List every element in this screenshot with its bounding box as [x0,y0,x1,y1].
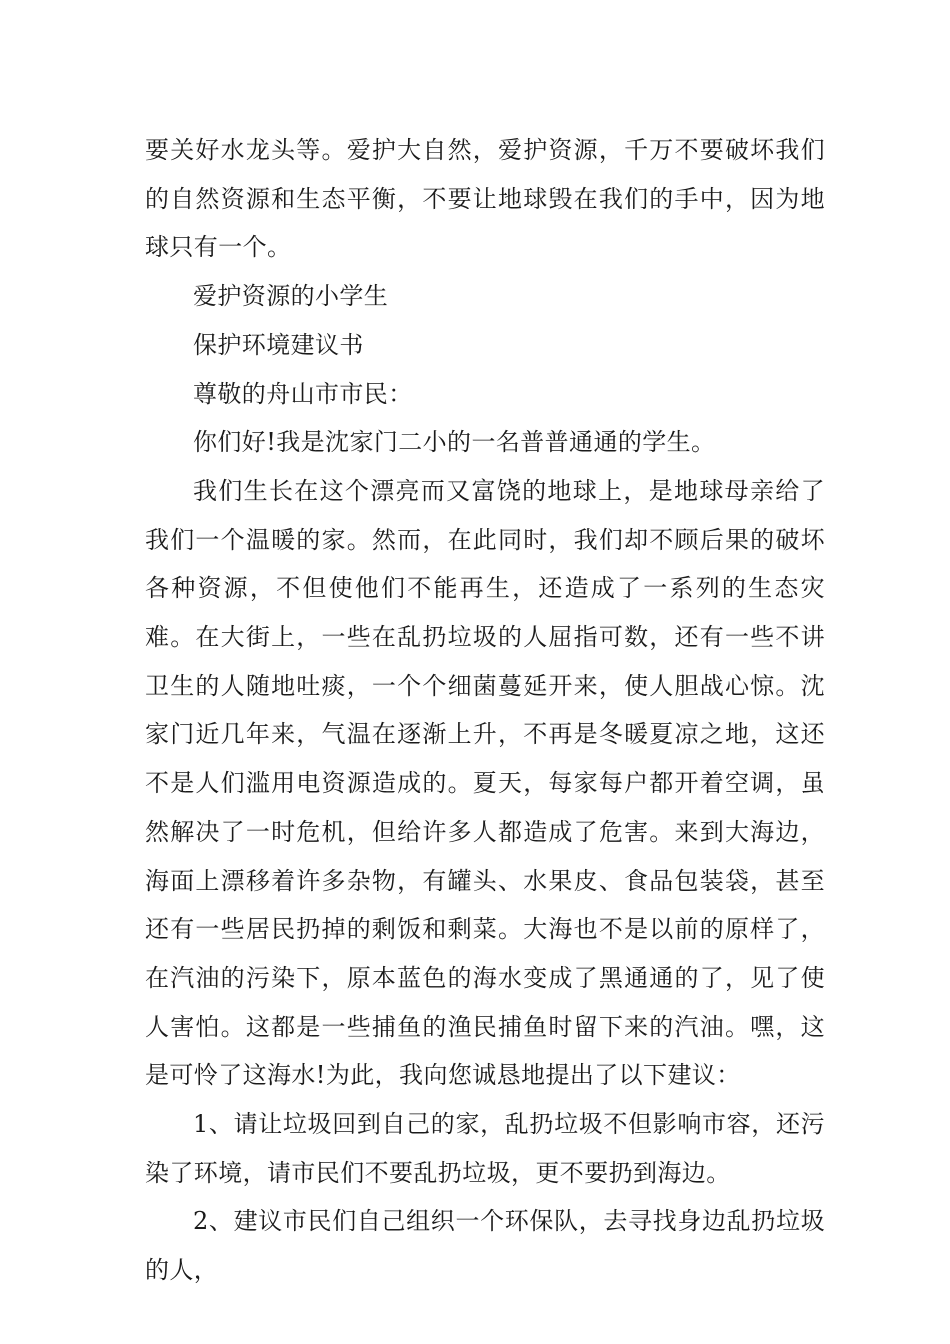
paragraph-body: 我们生长在这个漂亮而又富饶的地球上，是地球母亲给了我们一个温暖的家。然而，在此同时，我们却不顾后果的破坏各种资源，不但使他们不能再生，还造成了一系列的生态灾难。在大街上，一些在乱扔垃圾的人屈指可数，还有一些不讲卫生的人随地吐痰，一个个细菌蔓延开来，使人胆战心惊。沈家门近几年来，气温在逐渐上升，不再是冬暖夏凉之地，这还不是人们滥用电资源造成的。夏天，每家每户都开着空调，虽然解决了一时危机，但给许多人都造成了危害。来到大海边，海面上漂移着许多杂物，有罐头、水果皮、食品包装袋，甚至还有一些居民扔掉的剩饭和剩菜。大海也不是以前的原样了，在汽油的污染下，原本蓝色的海水变成了黑通通的了，见了使人害怕。这都是一些捕鱼的渔民捕鱼时留下来的汽油。嘿，这是可怜了这海水!为此，我向您诚恳地提出了以下建议： [145,476,825,1090]
paragraph-signature: 爱护资源的小学生 [193,282,389,311]
document-body [145,126,825,1295]
paragraph-salutation: 尊敬的舟山市市民： [193,379,413,408]
paragraph-greeting: 你们好!我是沈家门二小的一名普普通通的学生。 [193,428,716,457]
paragraph-suggestion-2: 2、建议市民们自己组织一个环保队，去寻找身边乱扔垃圾的人， [145,1207,825,1285]
paragraph-suggestion-1: 1、请让垃圾回到自己的家，乱扔垃圾不但影响市容，还污染了环境，请市民们不要乱扔垃圾，更不要扔到海边。 [145,1110,825,1187]
paragraph-title: 保护环境建议书 [193,330,364,359]
paragraph-continuation: 要关好水龙头等。爱护大自然，爱护资源，千万不要破坏我们的自然资源和生态平衡，不要让地球毁在我们的手中，因为地球只有一个。 [145,136,825,262]
